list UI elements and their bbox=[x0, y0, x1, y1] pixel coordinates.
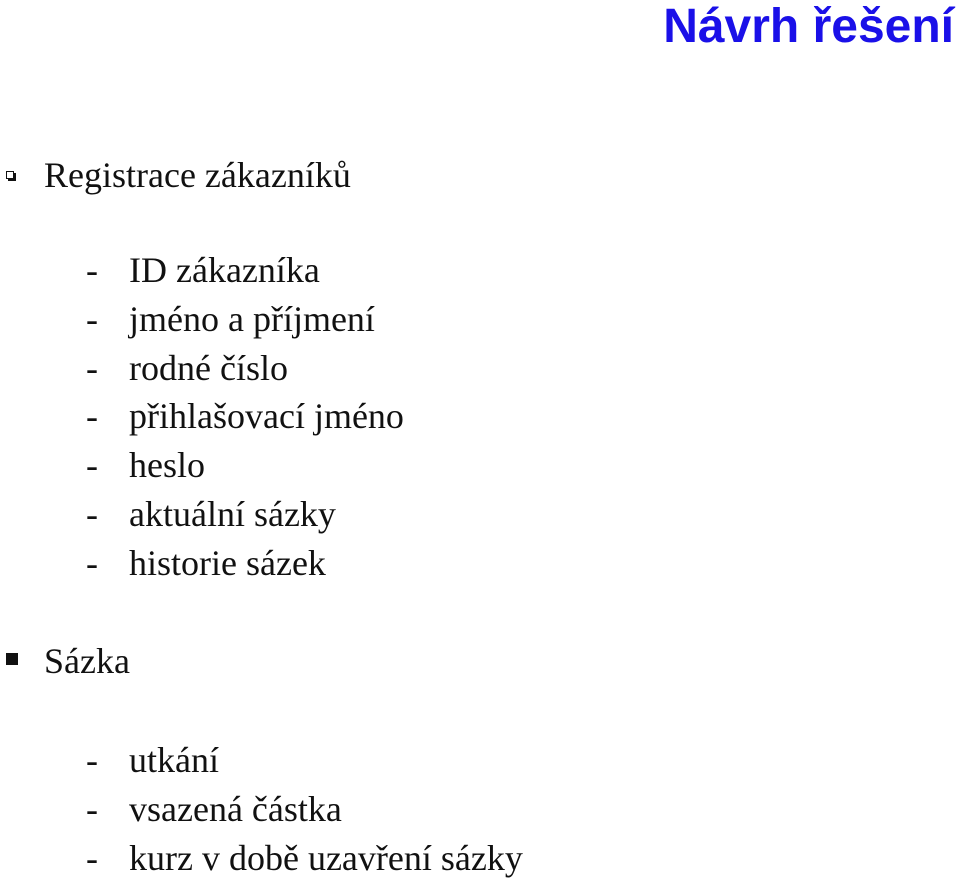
list-item: - historie sázek bbox=[86, 542, 326, 583]
section-label: Sázka bbox=[44, 641, 130, 681]
hollow-square-bullet-icon bbox=[6, 171, 14, 179]
section-sazka bbox=[0, 641, 700, 681]
list-item: - přihlašovací jméno bbox=[86, 396, 404, 437]
list-item: - jméno a příjmení bbox=[86, 298, 375, 339]
section-label: Registrace zákazníků bbox=[44, 155, 351, 195]
list-item: - rodné číslo bbox=[86, 347, 288, 388]
list-item: - kurz v době uzavření sázky bbox=[86, 837, 523, 878]
list-item: - utkání bbox=[86, 740, 219, 780]
section-registrace bbox=[0, 155, 700, 195]
filled-square-bullet-icon bbox=[6, 653, 18, 665]
list-item: - heslo bbox=[86, 445, 205, 486]
list-item: - ID zákazníka bbox=[86, 250, 320, 290]
slide-title: Návrh řešení bbox=[663, 0, 954, 53]
list-item: - vsazená částka bbox=[86, 788, 342, 829]
list-item: - aktuální sázky bbox=[86, 493, 336, 534]
sazka-field-list bbox=[0, 736, 800, 882]
registrace-field-list bbox=[0, 246, 800, 588]
